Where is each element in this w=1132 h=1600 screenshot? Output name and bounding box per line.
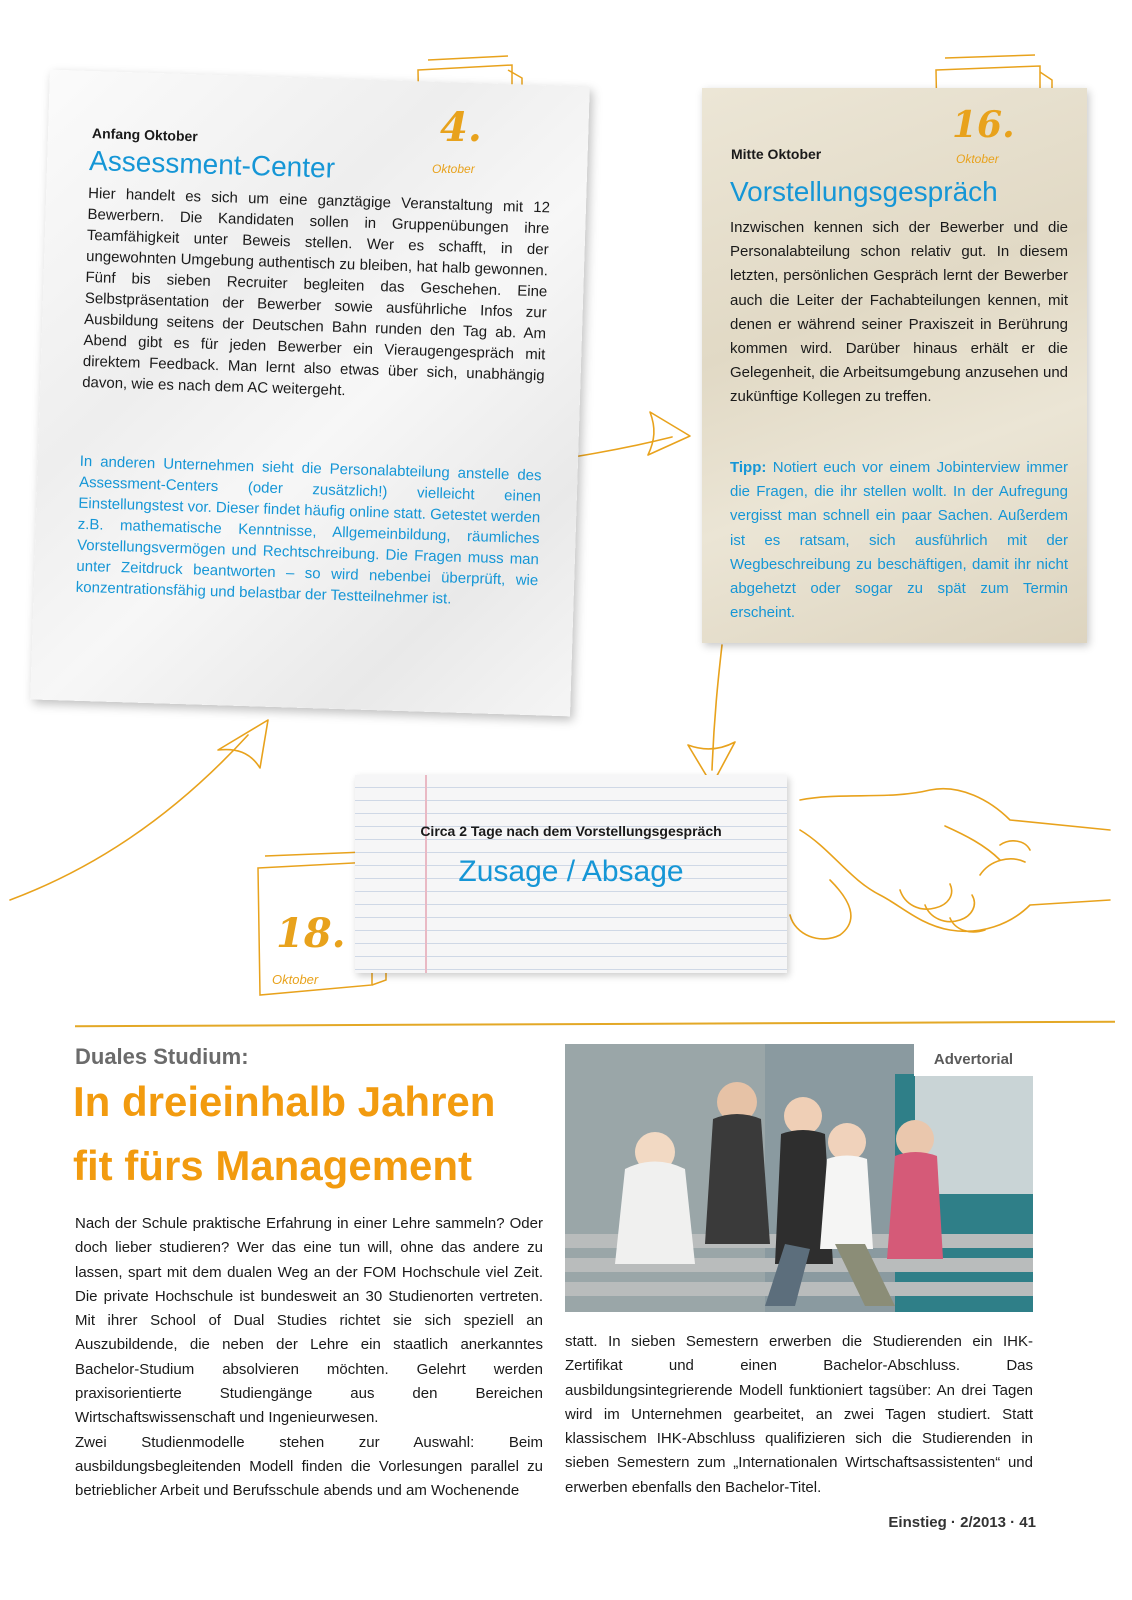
arrow-to-assessment [10, 735, 248, 900]
calendar-month-16: Oktober [956, 152, 999, 166]
article-column-1 [75, 1212, 543, 1504]
interview-kicker: Mitte Oktober [731, 146, 822, 162]
assessment-body-blue: In anderen Unternehmen sieht die Personalabteilung anstelle des Assessment-Centers (oder zusätzlich!) vielleicht einen Einstellungstest vor. Dieser findet häufig online statt. Getestet werden z.B. mathematische Kenntnisse, Allgemeinbildung, räumliches Vorstellungsvermögen und Rechtschreibung. Die Fragen muss man unter Zeitdruck beantworten – so wird nebenbei überprüft, wie konzentrationsfähig und belastbar der Testteilnehmer ist. [75, 452, 542, 608]
decision-title: Zusage / Absage [458, 855, 684, 888]
tip-text: Notiert euch vor einem Jobinterview immer die Fragen, die ihr stellen wollt. In der Aufregung vergisst man schnell ein paar Sachen. Außerdem ist es ratsam, sich ausführlich mit der Wegbeschreibung zu beschäftigen, damit ihr nicht abgehetzt oder sogar zu spät zum Termin erscheint. [730, 459, 1068, 622]
tip-label: Tipp: [730, 459, 767, 476]
note-assessment-center [30, 70, 590, 717]
note-zusage-absage [355, 775, 787, 973]
article-paragraph-1: Nach der Schule praktische Erfahrung in einer Lehre sammeln? Oder doch lieber studieren? Wer das eine tun will, ohne das andere zu lassen, spart mit dem dualen Weg an der FOM Hochschule viel Zeit. Die private Hochschule ist bundesweit an 30 Studienorten vertreten. Mit ihrer School of Dual Studies richtet sie sich speziell an Auszubildende, die neben der Lehre ein staatlich anerkanntes Bachelor-Studium absolvieren möchten. Gelehrt werden praxisorientierte Studiengänge aus den Bereichen Wirtschaftswissenschaft und Ingenieurwesen. [75, 1215, 543, 1427]
article-paragraph-2: Zwei Studienmodelle stehen zur Auswahl: Beim ausbildungsbegleitenden Modell finden die Vorlesungen parallel zu betrieblicher Arbeit und Berufsschule abends und am Wochenende [75, 1433, 543, 1500]
article-title-line2: fit fürs Management [73, 1142, 473, 1189]
decision-kicker: Circa 2 Tage nach dem Vorstellungsgespräch [420, 823, 722, 839]
page-footer: Einstieg · 2/2013 · 41 [888, 1514, 1036, 1531]
note-vorstellungsgespraech [702, 88, 1087, 643]
calendar-day-18: 18. [276, 910, 346, 957]
students-photo [565, 1044, 1033, 1312]
arrow-head-assessment [218, 720, 268, 768]
advertorial-label: Advertorial [914, 1044, 1033, 1076]
arrow-to-decision [712, 645, 722, 770]
interview-title: Vorstellungsgespräch [730, 176, 998, 207]
assessment-body: Hier handelt es sich um eine ganztägige Veranstaltung mit 12 Bewerbern. Die Kandidaten sollen in Gruppenübungen ihre Teamfähigkeit unter Beweis stellen. Wer es schafft, in der ungewohnten Umgebung authentisch zu bleiben, hat halb gewonnen. Fünf bis sieben Recruiter begleiten das Geschehen. Eine Selbstpräsentation der Bewerber sowie ausführliche Infos zur Ausbildung seitens der Deutschen Bahn runden den Tag ab. Am Abend gibt es für jeden Bewerber ein Vieraugengespräch mit direktem Feedback. Man lernt also etwas über sich, unabhängig davon, wie es nach dem AC weitergeht. [81, 184, 551, 400]
calendar-day-4: 4. [440, 104, 482, 151]
students-photo-illustration [565, 1044, 1033, 1312]
calendar-day-16: 16. [952, 104, 1015, 146]
interview-tip [730, 456, 1068, 625]
article-kicker: Duales Studium: [75, 1044, 249, 1069]
arrow-head-interview [648, 412, 690, 455]
article-column-2 [565, 1330, 1033, 1500]
article-title-line1: In dreieinhalb Jahren [73, 1078, 496, 1125]
assessment-title: Assessment-Center [88, 144, 336, 184]
assessment-kicker: Anfang Oktober [91, 125, 199, 145]
article-paragraph-3: statt. In sieben Semestern erwerben die Studierenden ein IHK-Zertifikat und einen Bachelor-Abschluss. Das ausbildungsintegrierende Modell funktioniert tagsüber: An drei Tagen wird im Unternehmen gearbeitet, an zwei Tagen studiert. Statt klassischem IHK-Abschluss qualifizieren sich die Studierenden in sieben Semestern zum „Internationalen Wirtschaftsassistenten“ und erwerben ebenfalls den Bachelor-Titel. [565, 1333, 1033, 1496]
handshake-sketch [790, 789, 1110, 939]
interview-body: Inzwischen kennen sich der Bewerber und die Personalabteilung schon relativ gut. In diesem letzten, persönlichen Gespräch lernt der Bewerber auch die Leiter der Fachabteilungen kennen, mit denen er während seiner Praxiszeit in Berührung kommen wird. Darüber hinaus erhält er die Gelegenheit, die Arbeitsumgebung anzusehen und zukünftige Kollegen zu treffen. [730, 219, 1068, 406]
calendar-month-4: Oktober [432, 162, 475, 176]
calendar-month-18: Oktober [272, 972, 319, 987]
